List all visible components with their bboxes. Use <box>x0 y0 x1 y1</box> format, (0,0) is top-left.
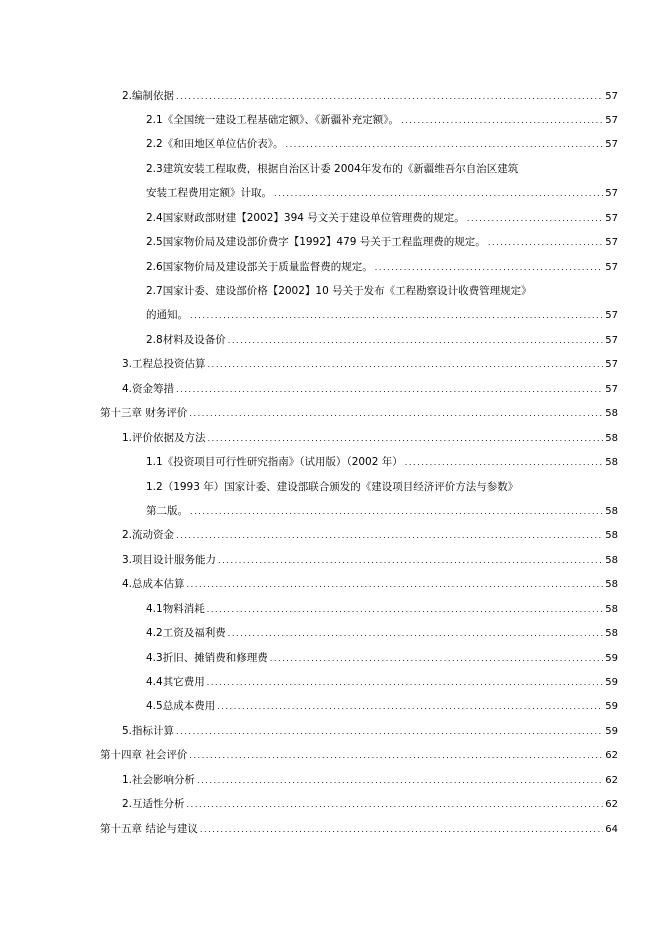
toc-entry[interactable] <box>146 330 618 350</box>
toc-entry-title: 2.7国家计委、建设部价格【2002】10 号关于发布《工程勘察设计收费管理规定》 <box>146 285 532 297</box>
toc-entry[interactable] <box>122 525 618 545</box>
toc-entry-title: 4.2工资及福利费 <box>146 627 226 639</box>
toc-entry[interactable] <box>146 208 618 228</box>
toc-chapter-entry[interactable] <box>100 403 618 423</box>
toc-entry-title: 2.8材料及设备价 <box>146 334 226 346</box>
toc-entry[interactable] <box>146 452 618 472</box>
toc-leader-dots <box>189 746 603 766</box>
toc-leader-dots <box>375 258 604 278</box>
toc-entry[interactable] <box>146 648 618 668</box>
toc-chapter-entry[interactable] <box>100 745 618 765</box>
toc-entry[interactable] <box>146 159 518 179</box>
toc-leader-dots <box>187 575 604 595</box>
toc-entry-title: 2.4国家财政部财建【2002】394 号文关于建设单位管理费的规定。 <box>146 212 465 224</box>
toc-entry-title: 第十五章 结论与建议 <box>100 823 198 835</box>
toc-entry-title: 的通知。 <box>146 309 188 321</box>
toc-entry[interactable] <box>122 770 618 790</box>
toc-leader-dots <box>228 331 604 351</box>
toc-entry-page: 58 <box>605 433 618 444</box>
toc-entry-title: 2.编制依据 <box>122 90 175 102</box>
toc-entry[interactable] <box>146 477 518 497</box>
toc-entry-page: 57 <box>605 139 618 150</box>
toc-entry[interactable] <box>146 696 618 716</box>
toc-entry-title: 2.3建筑安装工程取费，根据自治区计委 2004年发布的《新疆维吾尔自治区建筑 <box>146 163 519 175</box>
toc-entry-title: 2.6国家物价局及建设部关于质量监督费的规定。 <box>146 261 373 273</box>
toc-entry-title: 4.3折旧、摊销费和修理费 <box>146 652 268 664</box>
toc-entry-title: 第十四章 社会评价 <box>100 749 188 761</box>
toc-chapter-entry[interactable] <box>100 819 618 839</box>
toc-leader-dots <box>270 649 604 669</box>
toc-entry-title: 第十三章 财务评价 <box>100 407 188 419</box>
toc-entry-title: 1.1《投资项目可行性研究指南》（试用版）（2002 年） <box>146 456 403 468</box>
toc-entry-page: 64 <box>605 824 618 835</box>
toc-leader-dots <box>208 355 604 375</box>
toc-entry-title: 第二版。 <box>146 505 188 517</box>
toc-entry[interactable] <box>122 721 618 741</box>
toc-entry-page: 58 <box>605 628 618 639</box>
toc-entry-page: 57 <box>605 237 618 248</box>
toc-leader-dots <box>190 306 603 326</box>
toc-entry-title: 2.1《全国统一建设工程基础定额》、《新疆补充定额》。 <box>146 114 399 126</box>
toc-entry[interactable] <box>146 183 618 203</box>
toc-leader-dots <box>200 820 603 840</box>
toc-entry-page: 58 <box>605 457 618 468</box>
toc-entry-page: 57 <box>605 115 618 126</box>
toc-entry-page: 59 <box>605 701 618 712</box>
toc-entry[interactable] <box>122 86 618 106</box>
toc-entry-title: 2.2《和田地区单位估价表》。 <box>146 138 284 150</box>
toc-entry-page: 57 <box>605 335 618 346</box>
toc-entry-title: 1.社会影响分析 <box>122 774 196 786</box>
toc-entry[interactable] <box>146 599 618 619</box>
toc-leader-dots <box>218 551 603 571</box>
toc-entry-page: 57 <box>605 384 618 395</box>
toc-leader-dots <box>189 404 603 424</box>
toc-entry-title: 4.4其它费用 <box>146 676 205 688</box>
toc-entry-page: 62 <box>605 750 618 761</box>
toc-entry[interactable] <box>146 134 618 154</box>
toc-entry-title: 2.5国家物价局及建设部价费字【1992】479 号关于工程监理费的规定。 <box>146 236 486 248</box>
toc-entry-title: 4.总成本估算 <box>122 578 185 590</box>
toc-entry-page: 58 <box>605 604 618 615</box>
toc-entry[interactable] <box>146 623 618 643</box>
toc-leader-dots <box>197 771 603 791</box>
toc-entry-title: 4.资金筹措 <box>122 383 175 395</box>
toc-leader-dots <box>285 135 603 155</box>
toc-entry[interactable] <box>122 574 618 594</box>
toc-leader-dots <box>208 429 604 449</box>
toc-entry-page: 59 <box>605 677 618 688</box>
toc-entry[interactable] <box>146 110 618 130</box>
toc-entry-page: 57 <box>605 359 618 370</box>
toc-entry-title: 5.指标计算 <box>122 725 175 737</box>
toc-entry-title: 1.2（1993 年）国家计委、建设部联合颁发的《建设项目经济评价方法与参数》 <box>146 481 519 493</box>
toc-leader-dots <box>405 453 604 473</box>
toc-leader-dots <box>176 87 603 107</box>
toc-entry[interactable] <box>146 281 532 301</box>
toc-entry-title: 安装工程费用定额》计取。 <box>146 187 272 199</box>
toc-entry-title: 3.项目设计服务能力 <box>122 554 217 566</box>
toc-entry-page: 59 <box>605 726 618 737</box>
toc-entry-title: 1.评价依据及方法 <box>122 432 206 444</box>
toc-entry[interactable] <box>146 672 618 692</box>
toc-leader-dots <box>190 502 603 522</box>
toc-leader-dots <box>176 526 603 546</box>
toc-leader-dots <box>274 184 603 204</box>
toc-entry[interactable] <box>122 354 618 374</box>
toc-entry-page: 57 <box>605 310 618 321</box>
toc-entry-page: 57 <box>605 188 618 199</box>
toc-entry-title: 2.流动资金 <box>122 529 175 541</box>
toc-entry-page: 57 <box>605 91 618 102</box>
toc-entry-page: 57 <box>605 213 618 224</box>
toc-entry[interactable] <box>122 550 618 570</box>
toc-leader-dots <box>176 380 603 400</box>
toc-entry-page: 58 <box>605 530 618 541</box>
toc-leader-dots <box>488 233 603 253</box>
toc-entry[interactable] <box>122 379 618 399</box>
toc-entry-title: 4.5总成本费用 <box>146 700 216 712</box>
toc-entry-title: 3.工程总投资估算 <box>122 358 206 370</box>
toc-leader-dots <box>207 673 604 693</box>
toc-leader-dots <box>401 111 603 131</box>
toc-entry-page: 57 <box>605 262 618 273</box>
toc-entry-page: 58 <box>605 579 618 590</box>
toc-leader-dots <box>207 600 604 620</box>
toc-entry[interactable] <box>122 428 618 448</box>
toc-entry[interactable] <box>146 232 618 252</box>
toc-leader-dots <box>187 795 604 815</box>
toc-entry[interactable] <box>146 305 618 325</box>
toc-entry-page: 58 <box>605 506 618 517</box>
toc-entry-page: 62 <box>605 799 618 810</box>
toc-entry-page: 58 <box>605 555 618 566</box>
toc-entry-page: 58 <box>605 408 618 419</box>
toc-entry[interactable] <box>122 794 618 814</box>
toc-leader-dots <box>467 209 603 229</box>
toc-entry-page: 62 <box>605 775 618 786</box>
toc-leader-dots <box>176 722 603 742</box>
toc-entry-page: 59 <box>605 653 618 664</box>
toc-entry-title: 4.1物料消耗 <box>146 603 205 615</box>
toc-entry[interactable] <box>146 257 618 277</box>
toc-entry[interactable] <box>146 501 618 521</box>
toc-leader-dots <box>228 624 604 644</box>
toc-entry-title: 2.互适性分析 <box>122 798 185 810</box>
toc-leader-dots <box>217 697 603 717</box>
